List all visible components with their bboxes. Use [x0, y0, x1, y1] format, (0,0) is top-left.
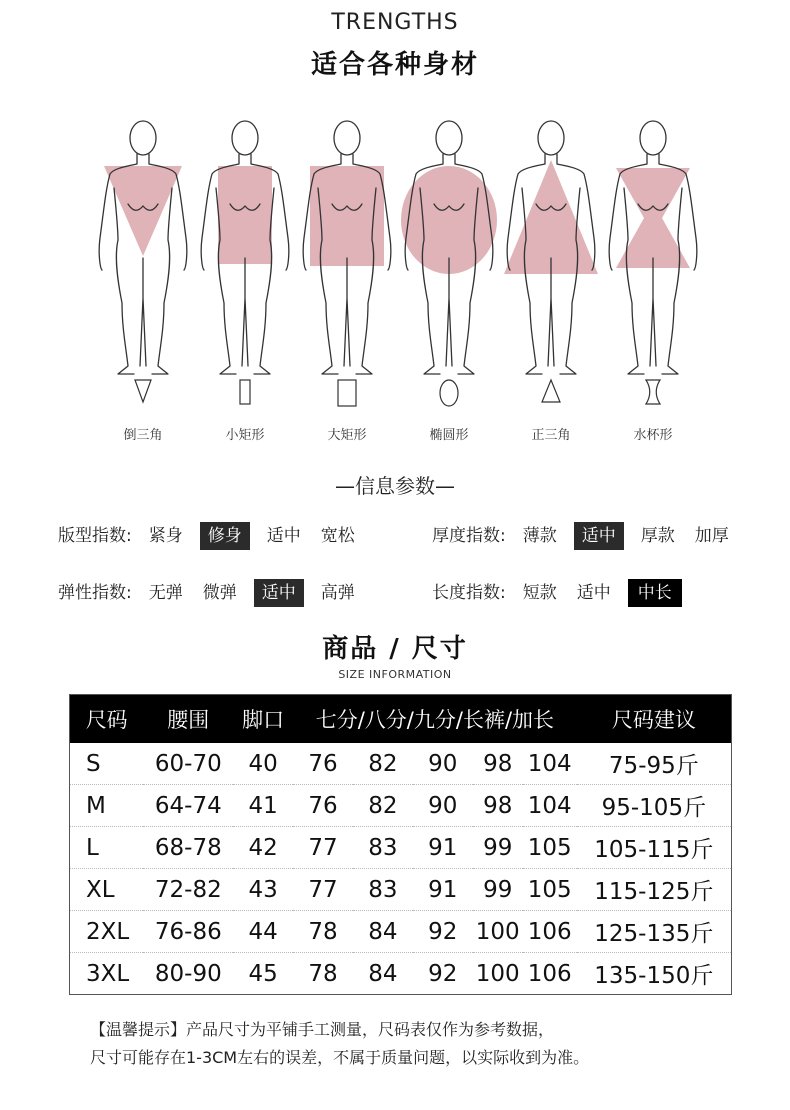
large-rectangle-icon	[292, 378, 402, 418]
header-waist: 腰围	[143, 695, 233, 744]
info-section-title: —信息参数—	[335, 474, 455, 498]
cell-waist: 76-86	[143, 911, 233, 953]
cell-len-extra: 106	[523, 911, 577, 953]
size-section-subtitle: SIZE INFORMATION	[338, 668, 452, 681]
cell-len-9: 90	[413, 743, 473, 785]
body-figure-small-rectangle	[190, 108, 300, 378]
param-option-selected: 修身	[200, 522, 250, 550]
param-option: 微弹	[202, 583, 237, 603]
cell-waist: 60-70	[143, 743, 233, 785]
cell-hem: 42	[233, 827, 293, 869]
cell-len-8: 82	[353, 743, 413, 785]
cell-recommend: 75-95斤	[577, 743, 732, 785]
size-table	[69, 694, 732, 995]
cell-waist: 72-82	[143, 869, 233, 911]
cell-recommend: 105-115斤	[577, 827, 732, 869]
table-row	[70, 743, 732, 785]
size-section-title: 商品 / 尺寸	[322, 634, 468, 664]
table-row	[70, 953, 732, 995]
cell-size: 2XL	[70, 911, 144, 953]
body-figure-hourglass	[598, 108, 708, 378]
cell-len-9: 91	[413, 827, 473, 869]
param-option-selected: 适中	[574, 522, 624, 550]
cell-size: L	[70, 827, 144, 869]
cell-waist: 80-90	[154, 960, 222, 987]
body-type-label: 水杯形	[633, 428, 673, 443]
cell-len-extra: 105	[523, 869, 577, 911]
param-option-selected: 中长	[628, 579, 682, 607]
cell-len-extra: 104	[523, 785, 577, 827]
cell-len-9: 90	[413, 785, 473, 827]
cell-size: M	[70, 785, 144, 827]
cell-len-9: 92	[428, 960, 458, 987]
cell-len-extra: 105	[523, 827, 577, 869]
body-type-label: 椭圆形	[429, 428, 469, 443]
param-label: 长度指数:	[432, 583, 506, 603]
param-option: 短款	[522, 583, 557, 603]
param-label: 弹性指数:	[58, 583, 132, 603]
param-length	[432, 579, 696, 607]
param-elastic	[58, 579, 372, 607]
param-fit	[58, 522, 372, 550]
cell-hem: 44	[233, 911, 293, 953]
body-figure-triangle	[496, 108, 606, 378]
param-option-selected: 适中	[254, 579, 304, 607]
param-option: 适中	[266, 526, 301, 546]
header-size: 尺码	[70, 695, 144, 744]
cell-size: S	[70, 743, 144, 785]
cell-len-long: 99	[473, 827, 523, 869]
cell-waist: 64-74	[143, 785, 233, 827]
cell-len-long: 98	[473, 785, 523, 827]
small-rectangle-icon	[190, 378, 300, 418]
param-option: 紧身	[148, 526, 183, 546]
cell-len-7: 77	[293, 869, 353, 911]
inverted-triangle-icon	[88, 378, 198, 418]
table-row	[70, 911, 732, 953]
cell-hem: 43	[233, 869, 293, 911]
body-figure-large-rectangle	[292, 108, 402, 378]
cell-hem: 40	[233, 743, 293, 785]
table-row	[70, 827, 732, 869]
cell-len-8: 83	[353, 827, 413, 869]
param-option: 薄款	[522, 526, 557, 546]
cell-len-7: 78	[308, 960, 338, 987]
param-label: 厚度指数:	[432, 526, 506, 546]
cell-len-long: 98	[473, 743, 523, 785]
header-hem: 脚口	[233, 695, 293, 744]
cell-len-9: 91	[413, 869, 473, 911]
param-thickness	[432, 522, 746, 550]
param-option: 高弹	[320, 583, 355, 603]
cell-len-extra: 104	[523, 743, 577, 785]
tips-line-2: 尺寸可能存在1-3CM左右的误差，不属于质量问题，以实际收到为准。	[90, 1048, 590, 1067]
body-type-label: 大矩形	[327, 428, 367, 443]
table-row	[70, 869, 732, 911]
cell-size: 3XL	[86, 960, 130, 987]
body-type-label: 正三角	[531, 428, 571, 443]
cell-len-extra: 106	[527, 960, 572, 987]
page-title: 适合各种身材	[310, 50, 479, 80]
header-recommend: 尺码建议	[577, 695, 732, 744]
cell-len-7: 77	[293, 827, 353, 869]
body-figure-oval	[394, 108, 504, 378]
cell-size: XL	[70, 869, 144, 911]
tips-note	[90, 1016, 770, 1072]
param-option: 宽松	[320, 526, 355, 546]
triangle-icon	[496, 378, 606, 418]
cell-len-8: 82	[353, 785, 413, 827]
page-title-en: TRENGTHS	[331, 10, 459, 35]
tips-line-1: 【温馨提示】产品尺寸为平铺手工测量，尺码表仅作为参考数据，	[90, 1020, 555, 1039]
cell-len-7: 78	[293, 911, 353, 953]
param-option: 厚款	[640, 526, 675, 546]
cell-len-long: 100	[473, 911, 523, 953]
body-figure-inverted-triangle	[88, 108, 198, 378]
param-option: 无弹	[148, 583, 183, 603]
cell-len-8: 84	[353, 911, 413, 953]
cell-len-8: 83	[353, 869, 413, 911]
body-type-label: 倒三角	[123, 428, 163, 443]
cell-recommend: 115-125斤	[577, 869, 732, 911]
param-option: 加厚	[694, 526, 729, 546]
cell-len-long: 100	[475, 960, 520, 987]
param-label: 版型指数:	[58, 526, 132, 546]
cell-len-9: 92	[413, 911, 473, 953]
body-type-label: 小矩形	[225, 428, 265, 443]
cell-hem: 41	[233, 785, 293, 827]
header-lengths: 七分/八分/九分/长裤/加长	[293, 695, 577, 744]
hourglass-icon	[598, 378, 708, 418]
table-row	[70, 785, 732, 827]
cell-len-7: 76	[293, 785, 353, 827]
cell-len-long: 99	[473, 869, 523, 911]
cell-recommend: 125-135斤	[577, 911, 732, 953]
oval-icon	[394, 378, 504, 418]
cell-hem: 45	[248, 960, 278, 987]
table-header-row	[70, 695, 732, 744]
cell-recommend: 135-150斤	[594, 963, 714, 989]
cell-len-8: 84	[368, 960, 398, 987]
cell-len-7: 76	[293, 743, 353, 785]
param-option: 适中	[576, 583, 611, 603]
cell-waist: 68-78	[143, 827, 233, 869]
cell-recommend: 95-105斤	[577, 785, 732, 827]
